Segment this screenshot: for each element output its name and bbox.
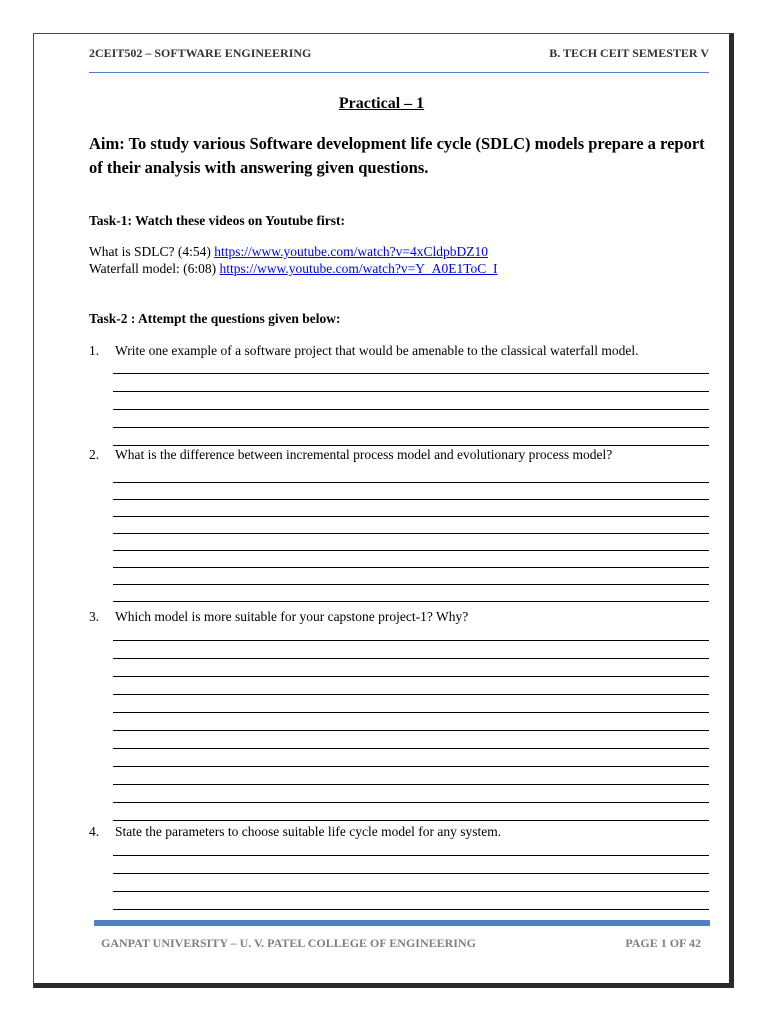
answer-line[interactable] — [113, 802, 709, 803]
answer-line[interactable] — [113, 658, 709, 659]
answer-line[interactable] — [113, 533, 709, 534]
answer-line[interactable] — [113, 550, 709, 551]
task2-heading: Task-2 : Attempt the questions given below: — [89, 311, 341, 326]
answer-line[interactable] — [113, 567, 709, 568]
header-course: 2CEIT502 – SOFTWARE ENGINEERING — [89, 46, 312, 60]
question-number: 3. — [89, 609, 100, 624]
answer-line[interactable] — [113, 712, 709, 713]
answer-line[interactable] — [113, 601, 709, 602]
document-page — [33, 33, 734, 988]
answer-line[interactable] — [113, 427, 709, 428]
question-text: Which model is more suitable for your capstone project-1? Why? — [115, 609, 469, 624]
page-number: PAGE 1 OF 42 — [625, 936, 701, 950]
page-title: Practical – 1 — [338, 95, 425, 112]
video-line-waterfall — [89, 261, 498, 277]
footer-divider — [94, 920, 710, 926]
video-link-waterfall[interactable]: https://www.youtube.com/watch?v=Y_A0E1ToC_I — [219, 261, 498, 276]
video-link-sdlc[interactable]: https://www.youtube.com/watch?v=4xCldpbDZ10 — [214, 244, 488, 259]
answer-line[interactable] — [113, 855, 709, 856]
answer-line[interactable] — [113, 676, 709, 677]
answer-line[interactable] — [113, 730, 709, 731]
question-number: 2. — [89, 447, 100, 462]
question-text: What is the difference between incremental process model and evolutionary process model? — [115, 447, 613, 462]
answer-line[interactable] — [113, 694, 709, 695]
answer-line[interactable] — [113, 873, 709, 874]
footer-institution: GANPAT UNIVERSITY – U. V. PATEL COLLEGE OF ENGINEERING — [101, 936, 476, 950]
question-number: 4. — [89, 824, 100, 839]
answer-line[interactable] — [113, 482, 709, 483]
question-number: 1. — [89, 343, 100, 358]
answer-line[interactable] — [113, 820, 709, 821]
answer-line[interactable] — [113, 499, 709, 500]
answer-line[interactable] — [113, 909, 709, 910]
question-text: State the parameters to choose suitable life cycle model for any system. — [115, 824, 502, 839]
answer-line[interactable] — [113, 409, 709, 410]
answer-line[interactable] — [113, 766, 709, 767]
answer-line[interactable] — [113, 891, 709, 892]
video-label: What is SDLC? (4:54) — [89, 244, 215, 259]
question-text: Write one example of a software project that would be amenable to the classical waterfall model. — [115, 343, 639, 358]
task1-heading: Task-1: Watch these videos on Youtube first: — [89, 213, 346, 228]
answer-line[interactable] — [113, 640, 709, 641]
answer-line[interactable] — [113, 391, 709, 392]
answer-line[interactable] — [113, 784, 709, 785]
video-line-sdlc — [89, 244, 488, 260]
answer-line[interactable] — [113, 516, 709, 517]
answer-line[interactable] — [113, 445, 709, 446]
header-semester: B. TECH CEIT SEMESTER V — [549, 46, 709, 60]
answer-line[interactable] — [113, 584, 709, 585]
answer-line[interactable] — [113, 373, 709, 374]
answer-line[interactable] — [113, 748, 709, 749]
page-header — [89, 46, 709, 73]
video-label: Waterfall model: (6:08) — [89, 261, 220, 276]
aim-text: Aim: To study various Software development life cycle (SDLC) models prepare a report of their analysis with answering given questions. — [89, 134, 705, 177]
